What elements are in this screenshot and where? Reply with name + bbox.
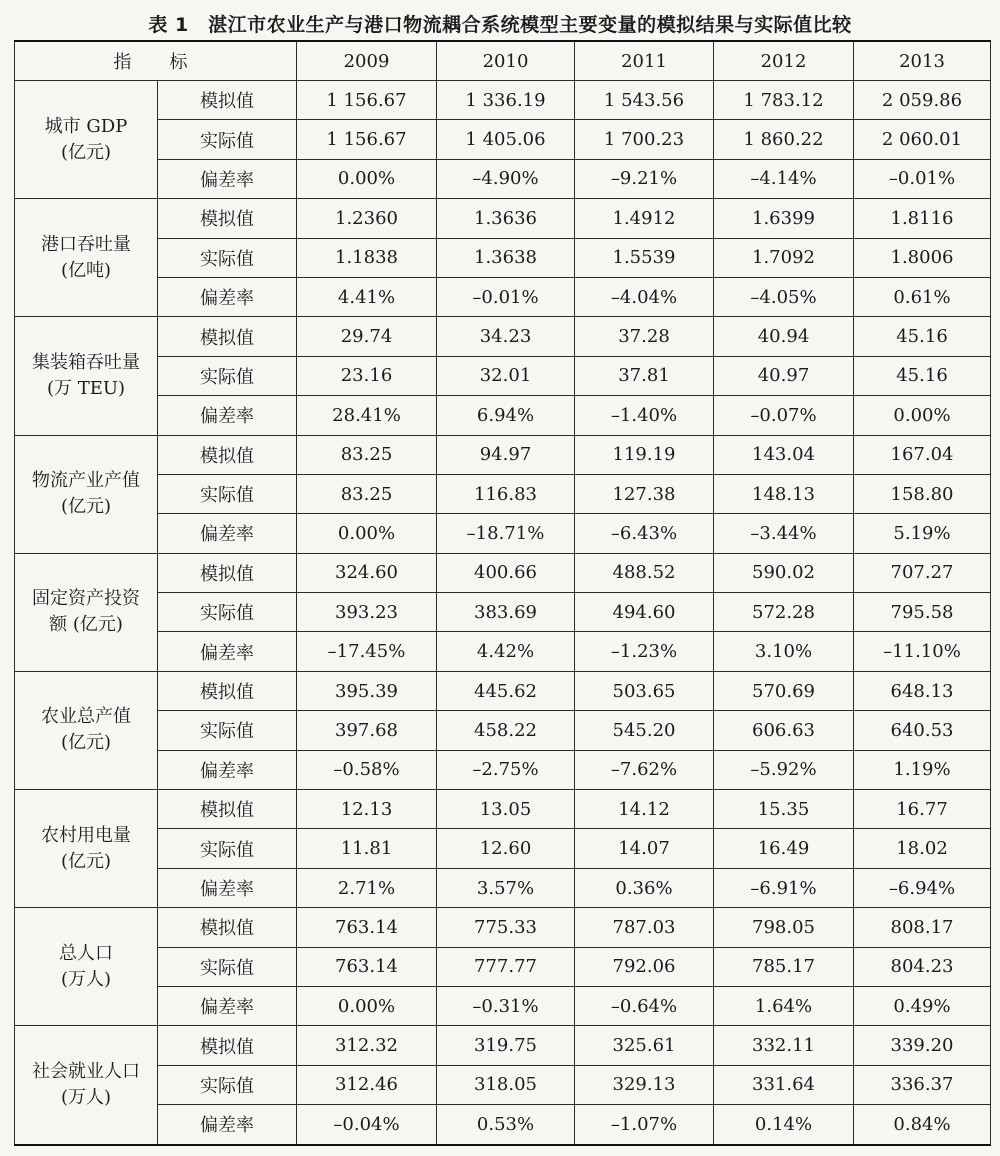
value-cell: 445.62 bbox=[437, 671, 575, 710]
header-year: 2010 bbox=[437, 41, 575, 81]
value-cell: 494.60 bbox=[575, 593, 714, 632]
value-type: 偏差率 bbox=[158, 514, 297, 553]
value-cell: 40.94 bbox=[714, 317, 854, 356]
value-cell: 15.35 bbox=[714, 790, 854, 829]
indicator-name-line: 农村用电量 bbox=[41, 824, 131, 846]
table-row bbox=[15, 1065, 991, 1104]
value-type: 偏差率 bbox=[158, 159, 297, 198]
value-type: 实际值 bbox=[158, 474, 297, 513]
value-cell: 1 405.06 bbox=[437, 120, 575, 159]
value-cell: 1.4912 bbox=[575, 199, 714, 238]
value-type: 偏差率 bbox=[158, 750, 297, 789]
value-cell: 0.14% bbox=[714, 1105, 854, 1145]
value-type: 实际值 bbox=[158, 593, 297, 632]
header-year: 2009 bbox=[297, 41, 437, 81]
value-cell: 143.04 bbox=[714, 435, 854, 474]
value-type: 模拟值 bbox=[158, 790, 297, 829]
indicator-name bbox=[15, 671, 158, 789]
value-cell: 590.02 bbox=[714, 553, 854, 592]
value-cell: 16.77 bbox=[854, 790, 991, 829]
value-cell: 775.33 bbox=[437, 908, 575, 947]
value-cell: 40.97 bbox=[714, 356, 854, 395]
indicator-name-line: 总人口 bbox=[59, 942, 113, 964]
value-type: 实际值 bbox=[158, 238, 297, 277]
indicator-name bbox=[15, 908, 158, 1026]
value-cell: 0.00% bbox=[297, 159, 437, 198]
value-cell: 1.3636 bbox=[437, 199, 575, 238]
value-cell: 798.05 bbox=[714, 908, 854, 947]
indicator-name-line: 物流产业产值 bbox=[32, 470, 140, 492]
value-cell: 4.41% bbox=[297, 277, 437, 316]
value-type: 模拟值 bbox=[158, 435, 297, 474]
value-cell: 1.8006 bbox=[854, 238, 991, 277]
value-cell: 6.94% bbox=[437, 396, 575, 435]
value-cell: 640.53 bbox=[854, 711, 991, 750]
indicator-name bbox=[15, 1026, 158, 1145]
value-cell: 332.11 bbox=[714, 1026, 854, 1065]
value-cell: 331.64 bbox=[714, 1065, 854, 1104]
value-cell: 13.05 bbox=[437, 790, 575, 829]
table-row bbox=[15, 238, 991, 277]
value-cell: –7.62% bbox=[575, 750, 714, 789]
value-cell: 795.58 bbox=[854, 593, 991, 632]
indicator-name-line: (亿元) bbox=[60, 496, 112, 518]
table-row bbox=[15, 1026, 991, 1065]
header-year: 2012 bbox=[714, 41, 854, 81]
value-cell: 1 783.12 bbox=[714, 81, 854, 120]
value-cell: 545.20 bbox=[575, 711, 714, 750]
comparison-table bbox=[14, 40, 991, 1146]
value-cell: 23.16 bbox=[297, 356, 437, 395]
value-cell: 395.39 bbox=[297, 671, 437, 710]
value-cell: 0.00% bbox=[854, 396, 991, 435]
table-row bbox=[15, 396, 991, 435]
indicator-name-line: (亿元) bbox=[60, 141, 112, 163]
value-cell: 1.2360 bbox=[297, 199, 437, 238]
value-cell: –0.58% bbox=[297, 750, 437, 789]
value-cell: 1.19% bbox=[854, 750, 991, 789]
table-row bbox=[15, 947, 991, 986]
value-cell: 28.41% bbox=[297, 396, 437, 435]
value-cell: 763.14 bbox=[297, 947, 437, 986]
indicator-name-line: (万人) bbox=[60, 1086, 112, 1108]
table-row bbox=[15, 317, 991, 356]
value-cell: 393.23 bbox=[297, 593, 437, 632]
value-cell: –4.90% bbox=[437, 159, 575, 198]
value-cell: 0.84% bbox=[854, 1105, 991, 1145]
value-cell: 5.19% bbox=[854, 514, 991, 553]
value-type: 模拟值 bbox=[158, 1026, 297, 1065]
table-row bbox=[15, 632, 991, 671]
value-cell: 83.25 bbox=[297, 474, 437, 513]
table-row bbox=[15, 908, 991, 947]
value-cell: 158.80 bbox=[854, 474, 991, 513]
value-type: 实际值 bbox=[158, 120, 297, 159]
indicator-name-line: (亿元) bbox=[60, 732, 112, 754]
value-cell: 1 543.56 bbox=[575, 81, 714, 120]
value-cell: 12.13 bbox=[297, 790, 437, 829]
value-cell: 397.68 bbox=[297, 711, 437, 750]
indicator-name-line: 社会就业人口 bbox=[32, 1060, 140, 1082]
value-cell: 18.02 bbox=[854, 829, 991, 868]
value-cell: 488.52 bbox=[575, 553, 714, 592]
value-cell: –4.05% bbox=[714, 277, 854, 316]
value-type: 偏差率 bbox=[158, 396, 297, 435]
value-cell: 804.23 bbox=[854, 947, 991, 986]
value-cell: 45.16 bbox=[854, 356, 991, 395]
value-type: 偏差率 bbox=[158, 277, 297, 316]
value-cell: 1.6399 bbox=[714, 199, 854, 238]
value-cell: 312.46 bbox=[297, 1065, 437, 1104]
value-type: 偏差率 bbox=[158, 986, 297, 1025]
table-row bbox=[15, 829, 991, 868]
value-cell: 503.65 bbox=[575, 671, 714, 710]
value-type: 模拟值 bbox=[158, 81, 297, 120]
table-row bbox=[15, 277, 991, 316]
value-cell: 167.04 bbox=[854, 435, 991, 474]
indicator-name-line: 固定资产投资 bbox=[32, 588, 140, 610]
indicator-name-line: 城市 GDP bbox=[44, 115, 128, 137]
value-cell: 1.1838 bbox=[297, 238, 437, 277]
value-cell: –6.43% bbox=[575, 514, 714, 553]
value-type: 模拟值 bbox=[158, 553, 297, 592]
value-cell: 34.23 bbox=[437, 317, 575, 356]
value-cell: 763.14 bbox=[297, 908, 437, 947]
value-cell: 1.8116 bbox=[854, 199, 991, 238]
value-cell: –4.14% bbox=[714, 159, 854, 198]
value-cell: –0.01% bbox=[854, 159, 991, 198]
indicator-name-line: 农业总产值 bbox=[41, 706, 131, 728]
value-cell: 1.3638 bbox=[437, 238, 575, 277]
value-cell: 0.53% bbox=[437, 1105, 575, 1145]
table-row bbox=[15, 81, 991, 120]
value-cell: 339.20 bbox=[854, 1026, 991, 1065]
table-row bbox=[15, 159, 991, 198]
value-cell: 32.01 bbox=[437, 356, 575, 395]
indicator-name-line: 港口吞吐量 bbox=[41, 233, 131, 255]
header-row bbox=[15, 41, 991, 81]
indicator-name-line: (亿吨) bbox=[60, 259, 112, 281]
value-cell: 319.75 bbox=[437, 1026, 575, 1065]
value-cell: 336.37 bbox=[854, 1065, 991, 1104]
value-cell: –2.75% bbox=[437, 750, 575, 789]
value-cell: 1 336.19 bbox=[437, 81, 575, 120]
table-row bbox=[15, 199, 991, 238]
value-cell: 325.61 bbox=[575, 1026, 714, 1065]
value-cell: 2.71% bbox=[297, 868, 437, 907]
table-row bbox=[15, 671, 991, 710]
value-cell: –4.04% bbox=[575, 277, 714, 316]
table-row bbox=[15, 868, 991, 907]
value-cell: –0.01% bbox=[437, 277, 575, 316]
value-cell: 1.7092 bbox=[714, 238, 854, 277]
indicator-name-line: (亿元) bbox=[60, 850, 112, 872]
value-type: 实际值 bbox=[158, 1065, 297, 1104]
value-cell: –9.21% bbox=[575, 159, 714, 198]
value-cell: –0.64% bbox=[575, 986, 714, 1025]
value-cell: 1 700.23 bbox=[575, 120, 714, 159]
indicator-name bbox=[15, 199, 158, 317]
indicator-name bbox=[15, 790, 158, 908]
value-cell: 16.49 bbox=[714, 829, 854, 868]
value-cell: –6.91% bbox=[714, 868, 854, 907]
value-type: 实际值 bbox=[158, 829, 297, 868]
value-cell: 29.74 bbox=[297, 317, 437, 356]
value-cell: 707.27 bbox=[854, 553, 991, 592]
value-cell: 45.16 bbox=[854, 317, 991, 356]
value-cell: 1.64% bbox=[714, 986, 854, 1025]
value-cell: 787.03 bbox=[575, 908, 714, 947]
value-cell: –1.07% bbox=[575, 1105, 714, 1145]
value-cell: –0.07% bbox=[714, 396, 854, 435]
value-cell: –0.04% bbox=[297, 1105, 437, 1145]
value-cell: 4.42% bbox=[437, 632, 575, 671]
table-row bbox=[15, 514, 991, 553]
value-cell: 0.49% bbox=[854, 986, 991, 1025]
indicator-name-line: 集装箱吞吐量 bbox=[32, 351, 140, 373]
value-cell: 127.38 bbox=[575, 474, 714, 513]
table-row bbox=[15, 750, 991, 789]
value-cell: 2 060.01 bbox=[854, 120, 991, 159]
value-cell: 119.19 bbox=[575, 435, 714, 474]
value-cell: –5.92% bbox=[714, 750, 854, 789]
indicator-name bbox=[15, 81, 158, 199]
value-cell: 570.69 bbox=[714, 671, 854, 710]
value-cell: 2 059.86 bbox=[854, 81, 991, 120]
header-year: 2013 bbox=[854, 41, 991, 81]
value-cell: 0.00% bbox=[297, 514, 437, 553]
value-cell: –3.44% bbox=[714, 514, 854, 553]
value-type: 模拟值 bbox=[158, 908, 297, 947]
value-cell: –1.23% bbox=[575, 632, 714, 671]
value-type: 偏差率 bbox=[158, 868, 297, 907]
indicator-name bbox=[15, 317, 158, 435]
value-cell: 458.22 bbox=[437, 711, 575, 750]
value-cell: 312.32 bbox=[297, 1026, 437, 1065]
table-row bbox=[15, 356, 991, 395]
value-cell: 148.13 bbox=[714, 474, 854, 513]
value-cell: 12.60 bbox=[437, 829, 575, 868]
value-cell: 1 156.67 bbox=[297, 81, 437, 120]
table-row bbox=[15, 553, 991, 592]
value-cell: 785.17 bbox=[714, 947, 854, 986]
value-cell: –18.71% bbox=[437, 514, 575, 553]
value-cell: –6.94% bbox=[854, 868, 991, 907]
value-type: 偏差率 bbox=[158, 632, 297, 671]
value-cell: 37.28 bbox=[575, 317, 714, 356]
value-cell: 324.60 bbox=[297, 553, 437, 592]
value-cell: 648.13 bbox=[854, 671, 991, 710]
value-cell: 1 860.22 bbox=[714, 120, 854, 159]
value-cell: 383.69 bbox=[437, 593, 575, 632]
value-cell: 0.61% bbox=[854, 277, 991, 316]
value-cell: 792.06 bbox=[575, 947, 714, 986]
value-cell: 606.63 bbox=[714, 711, 854, 750]
value-type: 模拟值 bbox=[158, 671, 297, 710]
table-caption: 表 1 湛江市农业生产与港口物流耦合系统模型主要变量的模拟结果与实际值比较 bbox=[148, 14, 852, 36]
header-year: 2011 bbox=[575, 41, 714, 81]
table-row bbox=[15, 986, 991, 1025]
value-cell: 83.25 bbox=[297, 435, 437, 474]
value-cell: 11.81 bbox=[297, 829, 437, 868]
value-cell: 329.13 bbox=[575, 1065, 714, 1104]
value-type: 实际值 bbox=[158, 711, 297, 750]
table-row bbox=[15, 474, 991, 513]
value-cell: 14.12 bbox=[575, 790, 714, 829]
value-type: 实际值 bbox=[158, 356, 297, 395]
indicator-name-line: 额 (亿元) bbox=[49, 614, 123, 636]
indicator-name bbox=[15, 553, 158, 671]
value-cell: 0.00% bbox=[297, 986, 437, 1025]
value-type: 偏差率 bbox=[158, 1105, 297, 1145]
value-type: 模拟值 bbox=[158, 199, 297, 238]
table-row bbox=[15, 711, 991, 750]
value-type: 模拟值 bbox=[158, 317, 297, 356]
table-row bbox=[15, 593, 991, 632]
table-row bbox=[15, 120, 991, 159]
value-cell: –1.40% bbox=[575, 396, 714, 435]
value-type: 实际值 bbox=[158, 947, 297, 986]
indicator-name-line: (万 TEU) bbox=[46, 377, 126, 399]
indicator-name-line: (万人) bbox=[60, 968, 112, 990]
value-cell: 14.07 bbox=[575, 829, 714, 868]
value-cell: 37.81 bbox=[575, 356, 714, 395]
table-row bbox=[15, 790, 991, 829]
value-cell: 1 156.67 bbox=[297, 120, 437, 159]
value-cell: 3.10% bbox=[714, 632, 854, 671]
value-cell: 318.05 bbox=[437, 1065, 575, 1104]
table-row bbox=[15, 1105, 991, 1145]
value-cell: 1.5539 bbox=[575, 238, 714, 277]
value-cell: –11.10% bbox=[854, 632, 991, 671]
value-cell: 572.28 bbox=[714, 593, 854, 632]
value-cell: 808.17 bbox=[854, 908, 991, 947]
value-cell: 777.77 bbox=[437, 947, 575, 986]
value-cell: 0.36% bbox=[575, 868, 714, 907]
table-body bbox=[15, 81, 991, 1145]
value-cell: 3.57% bbox=[437, 868, 575, 907]
table-row bbox=[15, 435, 991, 474]
value-cell: 116.83 bbox=[437, 474, 575, 513]
value-cell: 94.97 bbox=[437, 435, 575, 474]
indicator-name bbox=[15, 435, 158, 553]
value-cell: –17.45% bbox=[297, 632, 437, 671]
value-cell: 400.66 bbox=[437, 553, 575, 592]
header-indicator: 指 标 bbox=[15, 41, 297, 81]
value-cell: –0.31% bbox=[437, 986, 575, 1025]
